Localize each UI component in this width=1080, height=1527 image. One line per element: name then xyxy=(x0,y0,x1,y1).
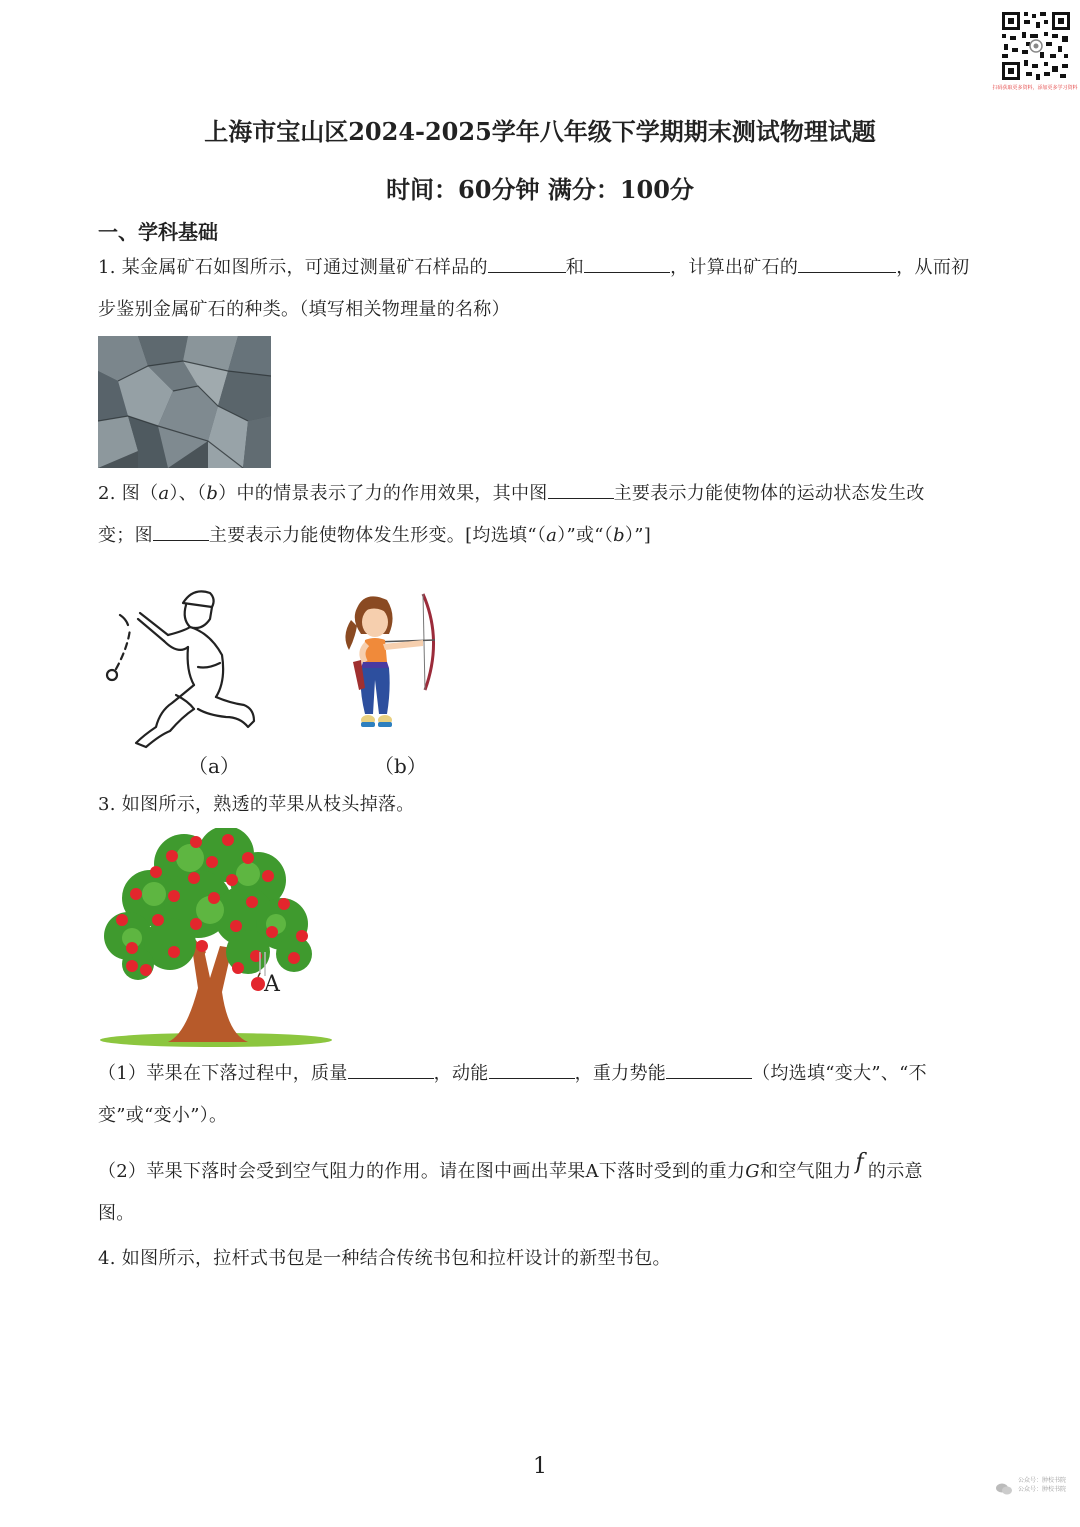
question-3-part-1 xyxy=(98,1053,988,1137)
ore-photo xyxy=(98,336,271,468)
q3-text: 的示意 xyxy=(867,1161,923,1182)
q3-text: （均选填“变大”、“不 xyxy=(752,1063,927,1084)
q3-blank-2[interactable] xyxy=(489,1058,575,1079)
q3-text: ，重力势能 xyxy=(574,1063,667,1084)
batter-figure xyxy=(98,585,263,755)
apple-tree-figure xyxy=(98,828,338,1050)
wechat-icon xyxy=(996,1480,1012,1492)
apple-label-a: A xyxy=(264,972,280,997)
page-subtitle: 时间：60分钟 满分：100分 xyxy=(386,175,694,204)
q1-text: ，从而初 xyxy=(896,257,970,278)
question-1 xyxy=(98,247,988,331)
q1-text: 和 xyxy=(565,257,585,278)
archer-figure xyxy=(335,590,445,740)
section-heading: 一、学科基础 xyxy=(98,220,218,244)
q2-text: 主要表示力能使物体发生形变。[均选填“（ xyxy=(208,525,547,546)
q3-text: 和空气阻力 xyxy=(759,1161,852,1182)
watermark-line: 公众号：肿校书院 xyxy=(1018,1486,1067,1493)
q2-text: ）中的情景表示了力的作用效果，其中图 xyxy=(218,483,548,504)
qr-note: 扫码获取更多资料，添加更多学习资料 xyxy=(992,85,1078,91)
page-number: 1 xyxy=(533,1454,547,1479)
q2-text: 变；图 xyxy=(98,525,153,546)
q3-text: 变”或“变小”）。 xyxy=(98,1105,228,1126)
q3-blank-1[interactable] xyxy=(348,1058,434,1079)
q3-text: （1）苹果在下落过程中，质量 xyxy=(98,1063,348,1084)
q2-text: 2. 图（ xyxy=(98,483,159,504)
watermark xyxy=(1018,1476,1066,1494)
q2-text: ）”] xyxy=(624,525,652,546)
q1-text-line2: 步鉴别金属矿石的种类。（填写相关物理量的名称） xyxy=(98,299,510,320)
q2-text: 主要表示力能使物体的运动状态发生改 xyxy=(613,483,925,504)
q3-text: f xyxy=(855,1150,864,1175)
q3-text: （2）苹果下落时会受到空气阻力的作用。请在图中画出苹果A下落时受到的重力 xyxy=(98,1161,746,1182)
q1-text: 1. 某金属矿石如图所示，可通过测量矿石样品的 xyxy=(98,257,488,278)
question-2 xyxy=(98,473,988,557)
q2-blank-1[interactable] xyxy=(548,478,614,499)
q1-blank-2[interactable] xyxy=(584,252,670,273)
q2-text: a xyxy=(546,525,558,546)
q2-text: b xyxy=(206,483,219,504)
page-title: 上海市宝山区2024-2025学年八年级下学期期末测试物理试题 xyxy=(204,117,876,146)
q1-blank-1[interactable] xyxy=(488,252,566,273)
question-3-part-2 xyxy=(98,1150,988,1235)
q3-text: G xyxy=(745,1161,760,1182)
question-3-stem: 3. 如图所示，熟透的苹果从枝头掉落。 xyxy=(98,794,415,815)
q2-text: b xyxy=(613,525,625,546)
caption-a: （a） xyxy=(188,754,240,778)
question-4-stem: 4. 如图所示，拉杆式书包是一种结合传统书包和拉杆设计的新型书包。 xyxy=(98,1248,671,1269)
q1-blank-3[interactable] xyxy=(798,252,896,273)
q1-text: ，计算出矿石的 xyxy=(670,257,799,278)
q2-text: ）、（ xyxy=(169,483,207,504)
caption-b: （b） xyxy=(374,754,427,778)
q3-text: ，动能 xyxy=(433,1063,489,1084)
q3-blank-3[interactable] xyxy=(666,1058,752,1079)
q2-text: ）”或“（ xyxy=(557,525,614,546)
q2-blank-2[interactable] xyxy=(153,520,209,541)
q3-text: 图。 xyxy=(98,1203,135,1224)
watermark-line: 公众号：肿校书院 xyxy=(1018,1477,1067,1484)
qr-code-image xyxy=(1000,10,1072,82)
q2-text: a xyxy=(158,483,170,504)
